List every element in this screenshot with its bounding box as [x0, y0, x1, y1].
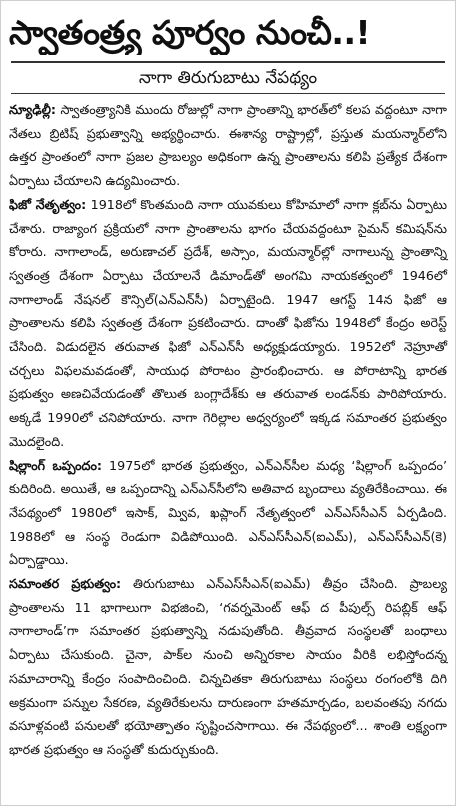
paragraph-text: తిరుగుబాటు ఎన్ఎస్‌సీఎన్(ఐఎమ్) తీవ్రం చేసింది. ప్రాబల్య ప్రాంతాలను 11 భాగాలుగా విభజించి, ‘గవర్నమెంట్ ఆఫ్ ద పీపుల్స్ రిపబ్లిక్ ఆఫ్ నాగాలాండ్’గా సమాంతర ప్రభుత్వాన్ని నడుపుతోంది. తీవ్రవాద సంస్థలతో బంధాలు ఏర్పాటు చేసుకుంది. చైనా, పాక్‌ల నుంచి అన్నిరకాల సాయం వీరికి లభిస్తోందన్న సమాచారాన్ని కేంద్రం సంపాదించింది. చిన్నచితకా తిరుగుబాటు సంస్థలు రంగంలోకి దిగి అక్రమంగా పన్నుల సేకరణ, వ్యతిరేకులను దారుణంగా హతమార్చడం, బలవంతపు నగదు వసూళ్లవంటి పనులతో భయోత్పాతం సృష్టించసాగాయి. ఈ నేపథ్యంలో... శాంతి లక్ష్యంగా భారత ప్రభుత్వం ఆ సంస్థతో కుదుర్చుకుంది. — [9, 576, 448, 757]
paragraph-lead: సమాంతర ప్రభుత్వం: — [9, 576, 122, 592]
subheadline-box — [11, 61, 445, 94]
paragraph-intro — [9, 98, 447, 193]
paragraph-text: 1975లో భారత ప్రభుత్వం, ఎన్ఎన్‌సీల మధ్య ‘షిల్లాంగ్ ఒప్పందం’ కుదిరింది. అయితే, ఆ ఒప్పందాన్ని ఎన్ఎన్‌సీలోని అతివాద బృందాలు వ్యతిరేకించాయి. ఈ నేపథ్యంలో 1980లో ఇసాక్, మ్వివ, ఖప్లాంగ్ నేతృత్వంలో ఎన్ఎస్‌సీఎన్ ఏర్పడింది. 1988లో ఆ సంస్థ రెండుగా విడిపోయింది. ఎన్ఎస్‌సీఎన్(ఐఎమ్), ఎన్ఎస్‌సీఎన్(కె) ఏర్పాడ్డాయి. — [9, 457, 447, 568]
paragraph-text: 1918లో కొంతమంది నాగా యువకులు కోహిమాలో నాగా క్లబ్‌ను ఏర్పాటు చేశారు. రాజ్యాంగ ప్రక్రియలో నాగా ప్రాంతాలను భాగం చేయవద్దంటూ సైమన్ కమిషన్‌ను కోరారు. నాగాలాండ్, అరుణాచల్ ప్రదేశ్, అస్సాం, మయన్మార్‌ల్లో నాగాలున్న ప్రాంతాన్ని స్వతంత్ర దేశంగా ఏర్పాటు చేయాలనే డిమాండ్‌తో అంగమి నాయకత్వంలో 1946లో నాగాలాండ్ నేషనల్ కౌన్సిల్(ఎన్ఎన్‌సీ) ఏర్పాటైంది. 1947 ఆగస్ట్ 14న ఫిజో ఆ ప్రాంతాలను కలిపి స్వతంత్ర దేశంగా ప్రకటించారు. దాంతో ఫిజోను 1948లో కేంద్రం అరెస్ట్ చేసింది. విడుదలైన తరువాత ఫిజో ఎన్ఎన్‌సీ అధ్యక్షుడయ్యారు. 1952లో నెహ్రూతో చర్చలు విఫలమవడంతో, సాయుధ పోరాటం ప్రారంభించారు. ఆ పోరాటాన్ని భారత ప్రభుత్వం అణచివేయడంతో తొలుత బంగ్లాదేశ్‌కు ఆ తరువాత లండన్‌కు పారిపోయారు. అక్కడే 1990లో చనిపోయారు. నాగా గెరిల్లాల అధ్వర్యంలో ఇక్కడ సమాంతర ప్రభుత్వం మొదలైంది. — [9, 196, 447, 449]
paragraph-lead: ఫిజో నేతృత్వం: — [9, 196, 87, 212]
paragraph-text: స్వాతంత్ర్యానికి ముందు రోజుల్లో నాగా ప్రాంతాన్ని భారత్‌లో కలప వద్దంటూ నాగా నేతలు బ్రిటిష్ ప్రభుత్వాన్ని అభ్యర్థించారు. ఈశాన్య రాష్ట్రాల్లో, ప్రస్తుత మయన్మార్‌లోని ఉత్తర ప్రాంతంలో నాగా ప్రజల ప్రాబల్యం అధికంగా ఉన్న ప్రాంతాలను కలిపి ప్రత్యేక దేశంగా ఏర్పాటు చేయాలని ఉద్యమించారు. — [9, 102, 447, 189]
paragraph-lead: షిల్లాంగ్ ఒప్పందం: — [9, 457, 102, 473]
subheadline: నాగా తిరుగుబాటు నేపథ్యం — [138, 68, 318, 88]
paragraph-shillong-accord — [9, 454, 447, 573]
paragraph-lead: న్యూఢిల్లీ: — [9, 102, 56, 117]
headline: స్వాతంత్ర్య పూర్వం నుంచీ..! — [9, 13, 371, 52]
paragraph-phizo-leadership — [9, 193, 447, 454]
article-body — [1, 94, 455, 762]
paragraph-parallel-government — [9, 572, 447, 762]
